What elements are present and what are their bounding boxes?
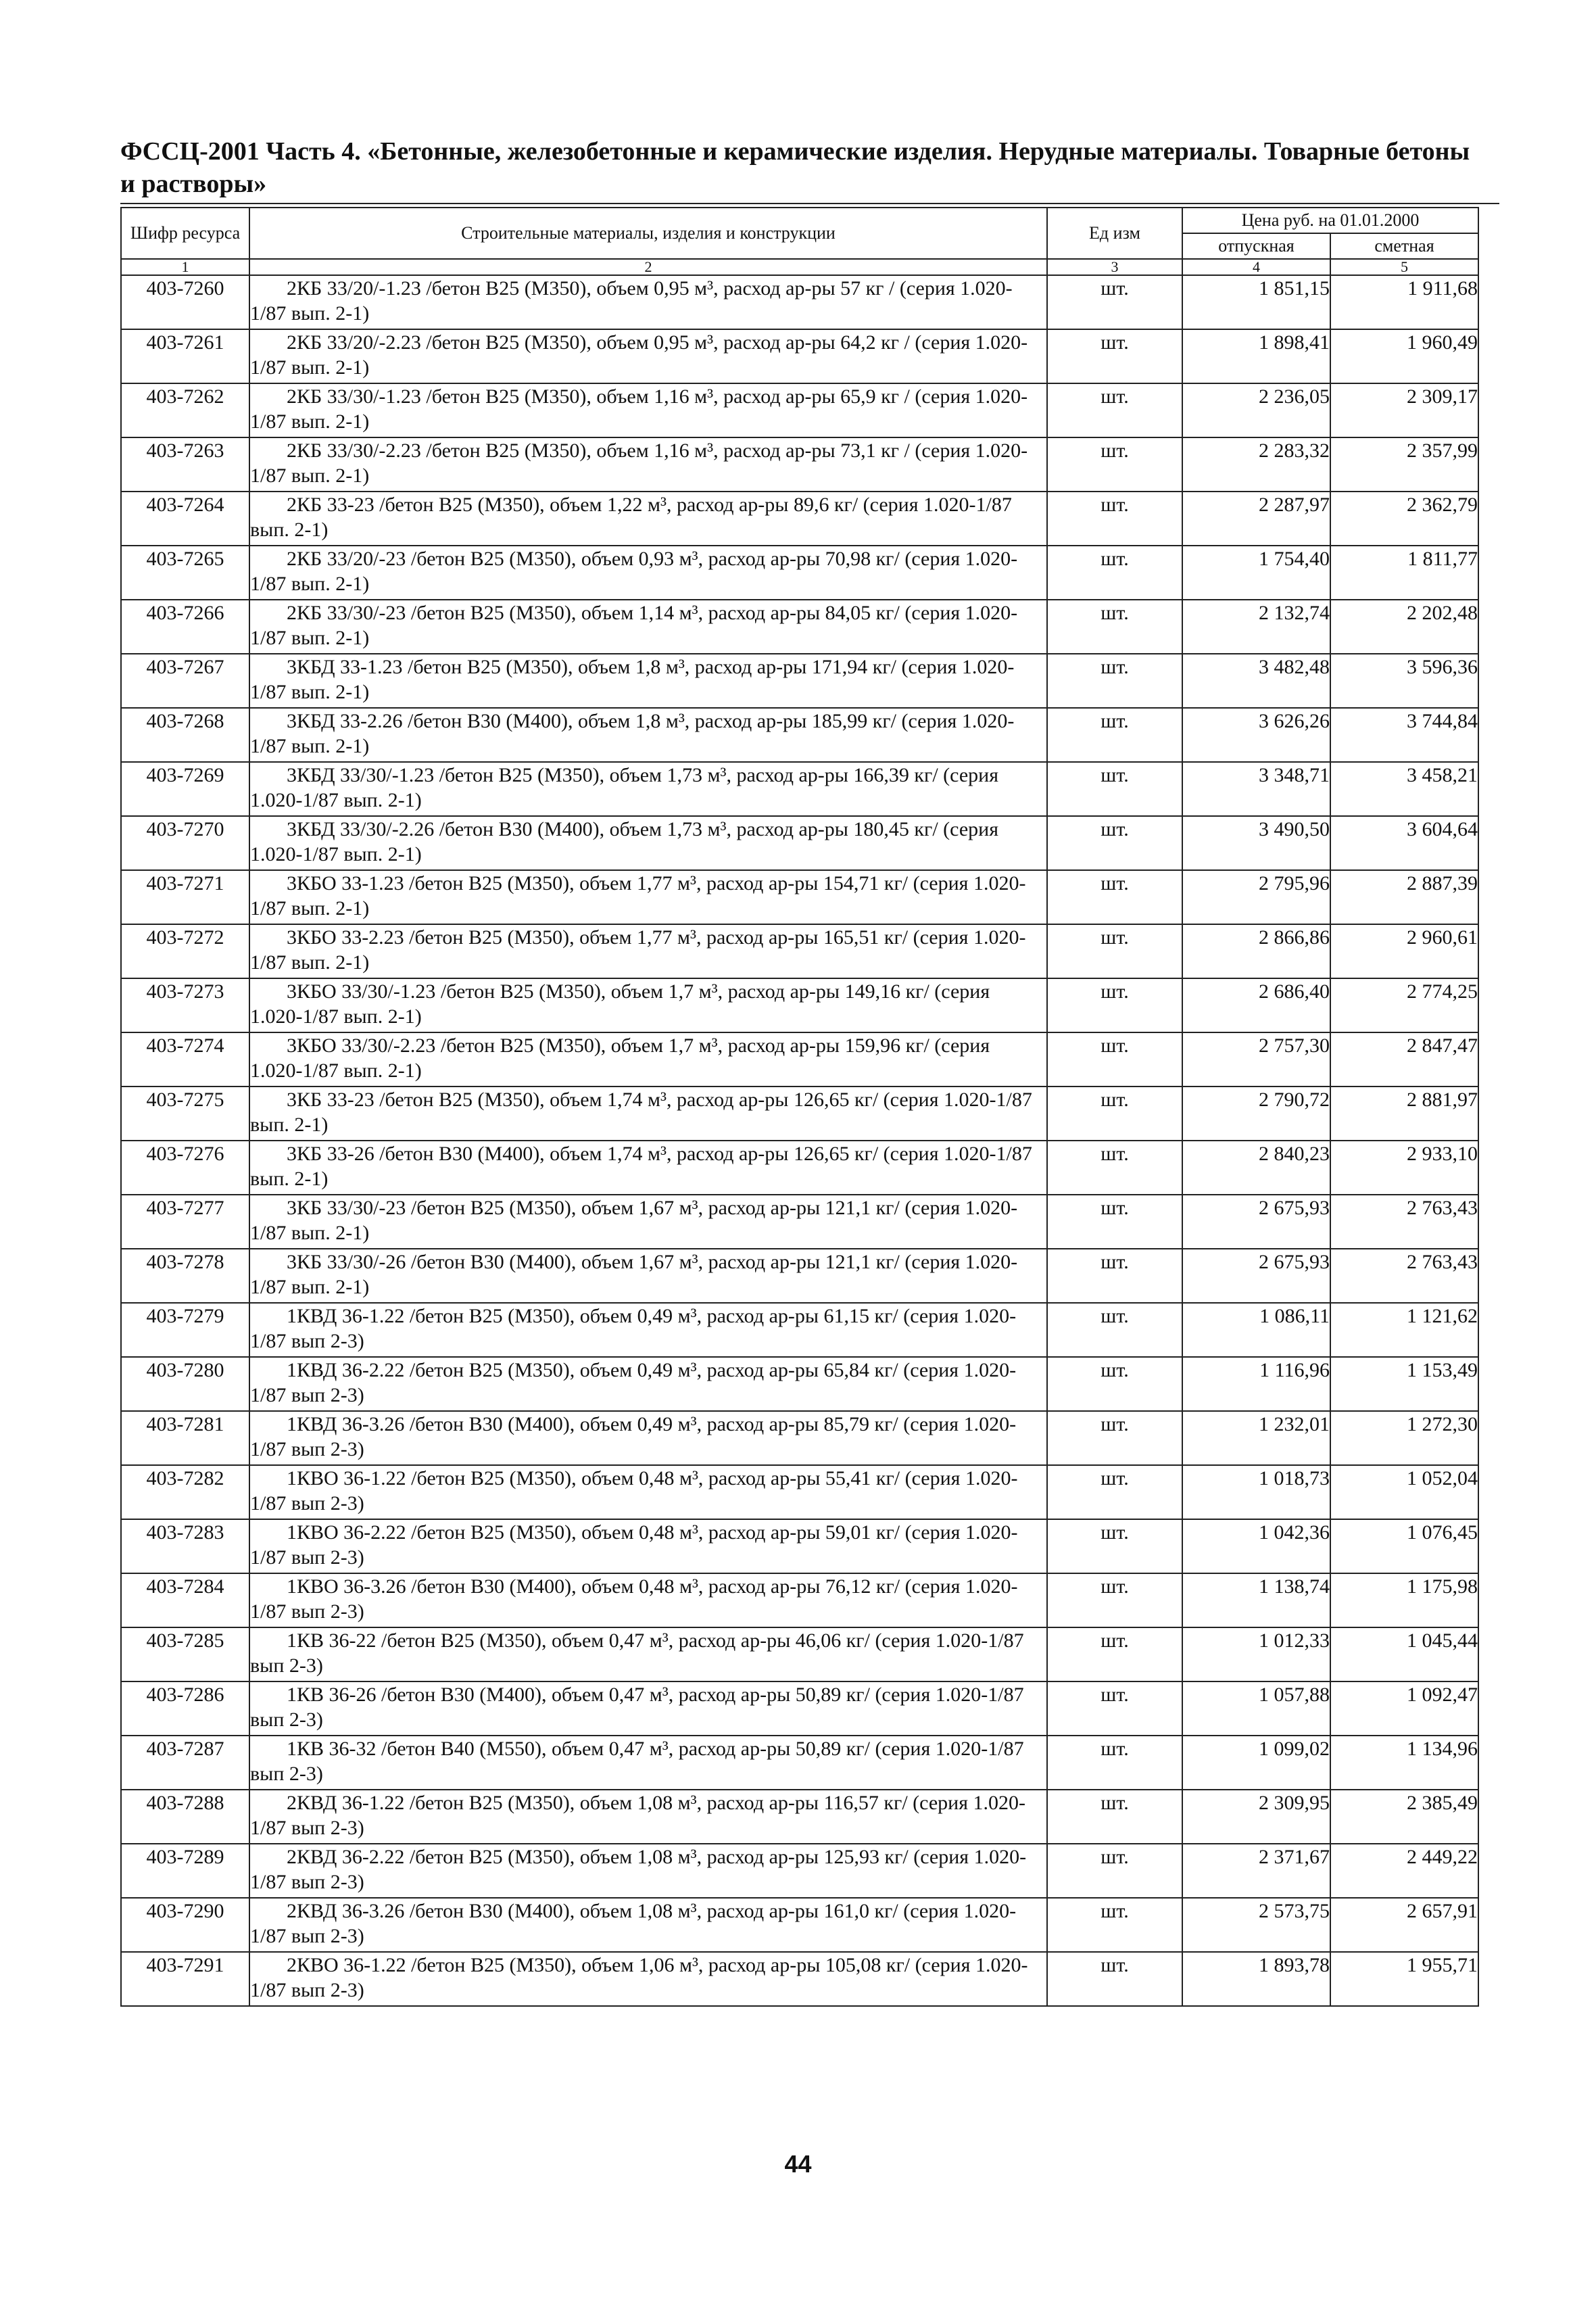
estimate-price: 2 309,17	[1330, 383, 1478, 437]
material-description: 3КБ 33-26 /бетон В30 (М400), объем 1,74 м³, расход ар-ры 126,65 кг/ (серия 1.020-1/87 вып. 2-1)	[249, 1141, 1047, 1195]
unit-of-measure: шт.	[1047, 1627, 1182, 1681]
unit-of-measure: шт.	[1047, 1519, 1182, 1573]
material-description: 3КБД 33-2.26 /бетон В30 (М400), объем 1,8 м³, расход ар-ры 185,99 кг/ (серия 1.020-1/87 вып. 2-1)	[249, 708, 1047, 762]
table-row	[121, 329, 1478, 383]
column-header-unit: Ед изм	[1047, 208, 1182, 259]
unit-of-measure: шт.	[1047, 546, 1182, 600]
table-row	[121, 1573, 1478, 1627]
resource-code: 403-7262	[121, 383, 249, 437]
release-price: 2 371,67	[1182, 1844, 1330, 1898]
unit-of-measure: шт.	[1047, 1898, 1182, 1952]
release-price: 1 099,02	[1182, 1736, 1330, 1790]
resource-code: 403-7283	[121, 1519, 249, 1573]
estimate-price: 1 045,44	[1330, 1627, 1478, 1681]
resource-code: 403-7279	[121, 1303, 249, 1357]
resource-code: 403-7288	[121, 1790, 249, 1844]
release-price: 2 790,72	[1182, 1087, 1330, 1141]
resource-price-table	[120, 207, 1479, 2007]
estimate-price: 2 960,61	[1330, 924, 1478, 978]
release-price: 2 132,74	[1182, 600, 1330, 654]
table-row	[121, 816, 1478, 870]
resource-code: 403-7265	[121, 546, 249, 600]
table-row	[121, 1844, 1478, 1898]
column-header-price: Цена руб. на 01.01.2000	[1182, 208, 1478, 233]
material-description: 3КБО 33-1.23 /бетон В25 (М350), объем 1,77 м³, расход ар-ры 154,71 кг/ (серия 1.020-1/87 вып. 2-1)	[249, 870, 1047, 924]
unit-of-measure: шт.	[1047, 329, 1182, 383]
resource-code: 403-7289	[121, 1844, 249, 1898]
table-row	[121, 1303, 1478, 1357]
resource-code: 403-7271	[121, 870, 249, 924]
estimate-price: 3 458,21	[1330, 762, 1478, 816]
resource-code: 403-7290	[121, 1898, 249, 1952]
table-row	[121, 1087, 1478, 1141]
table-row	[121, 1032, 1478, 1087]
estimate-price: 3 596,36	[1330, 654, 1478, 708]
resource-code: 403-7291	[121, 1952, 249, 2006]
table-row	[121, 600, 1478, 654]
estimate-price: 1 052,04	[1330, 1465, 1478, 1519]
material-description: 3КБО 33-2.23 /бетон В25 (М350), объем 1,77 м³, расход ар-ры 165,51 кг/ (серия 1.020-1/87 вып. 2-1)	[249, 924, 1047, 978]
material-description: 3КБО 33/30/-2.23 /бетон В25 (М350), объем 1,7 м³, расход ар-ры 159,96 кг/ (серия 1.020-1/87 вып. 2-1)	[249, 1032, 1047, 1087]
estimate-price: 1 911,68	[1330, 275, 1478, 329]
resource-code: 403-7287	[121, 1736, 249, 1790]
resource-code: 403-7285	[121, 1627, 249, 1681]
material-description: 3КБ 33/30/-23 /бетон В25 (М350), объем 1,67 м³, расход ар-ры 121,1 кг/ (серия 1.020-1/87 вып. 2-1)	[249, 1195, 1047, 1249]
estimate-price: 1 960,49	[1330, 329, 1478, 383]
material-description: 2КБ 33/20/-2.23 /бетон В25 (М350), объем 0,95 м³, расход ар-ры 64,2 кг / (серия 1.020-1/87 вып. 2-1)	[249, 329, 1047, 383]
resource-code: 403-7277	[121, 1195, 249, 1249]
unit-of-measure: шт.	[1047, 1952, 1182, 2006]
unit-of-measure: шт.	[1047, 275, 1182, 329]
table-row	[121, 1952, 1478, 2006]
material-description: 1КВД 36-2.22 /бетон В25 (М350), объем 0,49 м³, расход ар-ры 65,84 кг/ (серия 1.020-1/87 вып 2-3)	[249, 1357, 1047, 1411]
release-price: 1 018,73	[1182, 1465, 1330, 1519]
release-price: 1 138,74	[1182, 1573, 1330, 1627]
resource-code: 403-7281	[121, 1411, 249, 1465]
table-row	[121, 1249, 1478, 1303]
estimate-price: 1 175,98	[1330, 1573, 1478, 1627]
release-price: 1 898,41	[1182, 329, 1330, 383]
estimate-price: 2 202,48	[1330, 600, 1478, 654]
estimate-price: 2 774,25	[1330, 978, 1478, 1032]
unit-of-measure: шт.	[1047, 1573, 1182, 1627]
table-body	[121, 275, 1478, 2006]
table-row	[121, 275, 1478, 329]
table-row	[121, 924, 1478, 978]
material-description: 1КВО 36-3.26 /бетон В30 (М400), объем 0,48 м³, расход ар-ры 76,12 кг/ (серия 1.020-1/87 вып 2-3)	[249, 1573, 1047, 1627]
table-row	[121, 383, 1478, 437]
table-row	[121, 708, 1478, 762]
resource-code: 403-7264	[121, 492, 249, 546]
release-price: 1 851,15	[1182, 275, 1330, 329]
release-price: 3 482,48	[1182, 654, 1330, 708]
release-price: 1 893,78	[1182, 1952, 1330, 2006]
resource-code: 403-7280	[121, 1357, 249, 1411]
material-description: 3КБД 33-1.23 /бетон В25 (М350), объем 1,8 м³, расход ар-ры 171,94 кг/ (серия 1.020-1/87 вып. 2-1)	[249, 654, 1047, 708]
estimate-price: 2 657,91	[1330, 1898, 1478, 1952]
unit-of-measure: шт.	[1047, 437, 1182, 492]
release-price: 2 236,05	[1182, 383, 1330, 437]
release-price: 2 287,97	[1182, 492, 1330, 546]
unit-of-measure: шт.	[1047, 762, 1182, 816]
release-price: 2 757,30	[1182, 1032, 1330, 1087]
estimate-price: 2 763,43	[1330, 1195, 1478, 1249]
release-price: 1 754,40	[1182, 546, 1330, 600]
estimate-price: 2 362,79	[1330, 492, 1478, 546]
estimate-price: 1 092,47	[1330, 1681, 1478, 1736]
resource-code: 403-7274	[121, 1032, 249, 1087]
release-price: 3 348,71	[1182, 762, 1330, 816]
material-description: 3КБД 33/30/-1.23 /бетон В25 (М350), объем 1,73 м³, расход ар-ры 166,39 кг/ (серия 1.020-1/87 вып. 2-1)	[249, 762, 1047, 816]
column-number-1: 1	[121, 259, 249, 275]
unit-of-measure: шт.	[1047, 1303, 1182, 1357]
estimate-price: 1 955,71	[1330, 1952, 1478, 2006]
unit-of-measure: шт.	[1047, 1844, 1182, 1898]
unit-of-measure: шт.	[1047, 1465, 1182, 1519]
table-row	[121, 1898, 1478, 1952]
unit-of-measure: шт.	[1047, 600, 1182, 654]
material-description: 2КВД 36-1.22 /бетон В25 (М350), объем 1,08 м³, расход ар-ры 116,57 кг/ (серия 1.020-1/87 вып 2-3)	[249, 1790, 1047, 1844]
column-number-3: 3	[1047, 259, 1182, 275]
release-price: 1 116,96	[1182, 1357, 1330, 1411]
release-price: 2 309,95	[1182, 1790, 1330, 1844]
estimate-price: 2 357,99	[1330, 437, 1478, 492]
unit-of-measure: шт.	[1047, 1249, 1182, 1303]
resource-code: 403-7269	[121, 762, 249, 816]
table-row	[121, 546, 1478, 600]
resource-code: 403-7278	[121, 1249, 249, 1303]
estimate-price: 1 076,45	[1330, 1519, 1478, 1573]
column-number-4: 4	[1182, 259, 1330, 275]
material-description: 2КВД 36-2.22 /бетон В25 (М350), объем 1,08 м³, расход ар-ры 125,93 кг/ (серия 1.020-1/87 вып 2-3)	[249, 1844, 1047, 1898]
resource-code: 403-7260	[121, 275, 249, 329]
material-description: 3КБО 33/30/-1.23 /бетон В25 (М350), объем 1,7 м³, расход ар-ры 149,16 кг/ (серия 1.020-1/87 вып. 2-1)	[249, 978, 1047, 1032]
unit-of-measure: шт.	[1047, 492, 1182, 546]
estimate-price: 2 933,10	[1330, 1141, 1478, 1195]
table-row	[121, 978, 1478, 1032]
table-row	[121, 654, 1478, 708]
estimate-price: 1 121,62	[1330, 1303, 1478, 1357]
resource-code: 403-7270	[121, 816, 249, 870]
unit-of-measure: шт.	[1047, 1790, 1182, 1844]
resource-code: 403-7276	[121, 1141, 249, 1195]
resource-code: 403-7261	[121, 329, 249, 383]
estimate-price: 2 881,97	[1330, 1087, 1478, 1141]
table-row	[121, 1357, 1478, 1411]
material-description: 1КВ 36-22 /бетон В25 (М350), объем 0,47 м³, расход ар-ры 46,06 кг/ (серия 1.020-1/87 вып 2-3)	[249, 1627, 1047, 1681]
table-row	[121, 1681, 1478, 1736]
release-price: 2 675,93	[1182, 1195, 1330, 1249]
table-row	[121, 1195, 1478, 1249]
release-price: 1 232,01	[1182, 1411, 1330, 1465]
unit-of-measure: шт.	[1047, 978, 1182, 1032]
unit-of-measure: шт.	[1047, 1411, 1182, 1465]
material-description: 2КБ 33/30/-1.23 /бетон В25 (М350), объем 1,16 м³, расход ар-ры 65,9 кг / (серия 1.020-1/87 вып. 2-1)	[249, 383, 1047, 437]
resource-code: 403-7284	[121, 1573, 249, 1627]
material-description: 2КБ 33/20/-1.23 /бетон В25 (М350), объем 0,95 м³, расход ар-ры 57 кг / (серия 1.020-1/87 вып. 2-1)	[249, 275, 1047, 329]
release-price: 2 866,86	[1182, 924, 1330, 978]
unit-of-measure: шт.	[1047, 1032, 1182, 1087]
material-description: 3КБ 33-23 /бетон В25 (М350), объем 1,74 м³, расход ар-ры 126,65 кг/ (серия 1.020-1/87 вып. 2-1)	[249, 1087, 1047, 1141]
release-price: 3 626,26	[1182, 708, 1330, 762]
material-description: 1КВО 36-1.22 /бетон В25 (М350), объем 0,48 м³, расход ар-ры 55,41 кг/ (серия 1.020-1/87 вып 2-3)	[249, 1465, 1047, 1519]
unit-of-measure: шт.	[1047, 816, 1182, 870]
estimate-price: 2 385,49	[1330, 1790, 1478, 1844]
release-price: 1 086,11	[1182, 1303, 1330, 1357]
unit-of-measure: шт.	[1047, 924, 1182, 978]
column-header-code: Шифр ресурса	[121, 208, 249, 259]
estimate-price: 1 272,30	[1330, 1411, 1478, 1465]
material-description: 2КБ 33-23 /бетон В25 (М350), объем 1,22 м³, расход ар-ры 89,6 кг/ (серия 1.020-1/87 вып. 2-1)	[249, 492, 1047, 546]
table-row	[121, 492, 1478, 546]
unit-of-measure: шт.	[1047, 1681, 1182, 1736]
unit-of-measure: шт.	[1047, 1195, 1182, 1249]
column-header-estimate-price: сметная	[1330, 233, 1478, 259]
resource-code: 403-7263	[121, 437, 249, 492]
resource-code: 403-7268	[121, 708, 249, 762]
table-row	[121, 437, 1478, 492]
estimate-price: 1 811,77	[1330, 546, 1478, 600]
resource-code: 403-7275	[121, 1087, 249, 1141]
page-number: 44	[784, 2150, 812, 2178]
resource-code: 403-7282	[121, 1465, 249, 1519]
release-price: 2 283,32	[1182, 437, 1330, 492]
release-price: 3 490,50	[1182, 816, 1330, 870]
unit-of-measure: шт.	[1047, 870, 1182, 924]
material-description: 3КБ 33/30/-26 /бетон В30 (М400), объем 1,67 м³, расход ар-ры 121,1 кг/ (серия 1.020-1/87 вып. 2-1)	[249, 1249, 1047, 1303]
header-divider	[120, 203, 1499, 204]
material-description: 2КБ 33/30/-2.23 /бетон В25 (М350), объем 1,16 м³, расход ар-ры 73,1 кг / (серия 1.020-1/87 вып. 2-1)	[249, 437, 1047, 492]
estimate-price: 1 134,96	[1330, 1736, 1478, 1790]
column-number-2: 2	[249, 259, 1047, 275]
column-header-description: Строительные материалы, изделия и конструкции	[249, 208, 1047, 259]
estimate-price: 3 744,84	[1330, 708, 1478, 762]
material-description: 2КБ 33/20/-23 /бетон В25 (М350), объем 0,93 м³, расход ар-ры 70,98 кг/ (серия 1.020-1/87 вып. 2-1)	[249, 546, 1047, 600]
estimate-price: 2 763,43	[1330, 1249, 1478, 1303]
table-row	[121, 1465, 1478, 1519]
table-row	[121, 1141, 1478, 1195]
table-header	[121, 208, 1478, 275]
release-price: 1 012,33	[1182, 1627, 1330, 1681]
unit-of-measure: шт.	[1047, 1736, 1182, 1790]
estimate-price: 2 449,22	[1330, 1844, 1478, 1898]
unit-of-measure: шт.	[1047, 708, 1182, 762]
table-row	[121, 870, 1478, 924]
estimate-price: 2 847,47	[1330, 1032, 1478, 1087]
unit-of-measure: шт.	[1047, 654, 1182, 708]
resource-code: 403-7272	[121, 924, 249, 978]
release-price: 2 573,75	[1182, 1898, 1330, 1952]
resource-code: 403-7286	[121, 1681, 249, 1736]
material-description: 1КВ 36-32 /бетон В40 (М550), объем 0,47 м³, расход ар-ры 50,89 кг/ (серия 1.020-1/87 вып 2-3)	[249, 1736, 1047, 1790]
material-description: 1КВО 36-2.22 /бетон В25 (М350), объем 0,48 м³, расход ар-ры 59,01 кг/ (серия 1.020-1/87 вып 2-3)	[249, 1519, 1047, 1573]
table-row	[121, 1411, 1478, 1465]
estimate-price: 2 887,39	[1330, 870, 1478, 924]
release-price: 2 795,96	[1182, 870, 1330, 924]
release-price: 2 840,23	[1182, 1141, 1330, 1195]
material-description: 2КВД 36-3.26 /бетон В30 (М400), объем 1,08 м³, расход ар-ры 161,0 кг/ (серия 1.020-1/87 вып 2-3)	[249, 1898, 1047, 1952]
resource-code: 403-7273	[121, 978, 249, 1032]
column-header-release-price: отпускная	[1182, 233, 1330, 259]
material-description: 2КВО 36-1.22 /бетон В25 (М350), объем 1,06 м³, расход ар-ры 105,08 кг/ (серия 1.020-1/87 вып 2-3)	[249, 1952, 1047, 2006]
unit-of-measure: шт.	[1047, 383, 1182, 437]
unit-of-measure: шт.	[1047, 1087, 1182, 1141]
material-description: 1КВД 36-3.26 /бетон В30 (М400), объем 0,49 м³, расход ар-ры 85,79 кг/ (серия 1.020-1/87 вып 2-3)	[249, 1411, 1047, 1465]
estimate-price: 3 604,64	[1330, 816, 1478, 870]
material-description: 1КВД 36-1.22 /бетон В25 (М350), объем 0,49 м³, расход ар-ры 61,15 кг/ (серия 1.020-1/87 вып 2-3)	[249, 1303, 1047, 1357]
material-description: 3КБД 33/30/-2.26 /бетон В30 (М400), объем 1,73 м³, расход ар-ры 180,45 кг/ (серия 1.020-1/87 вып. 2-1)	[249, 816, 1047, 870]
material-description: 1КВ 36-26 /бетон В30 (М400), объем 0,47 м³, расход ар-ры 50,89 кг/ (серия 1.020-1/87 вып 2-3)	[249, 1681, 1047, 1736]
page-title: ФССЦ-2001 Часть 4. «Бетонные, железобетонные и керамические изделия. Нерудные материалы. Товарные бетоны и растворы»	[120, 137, 1470, 198]
resource-code: 403-7267	[121, 654, 249, 708]
release-price: 2 675,93	[1182, 1249, 1330, 1303]
estimate-price: 1 153,49	[1330, 1357, 1478, 1411]
table-row	[121, 762, 1478, 816]
unit-of-measure: шт.	[1047, 1141, 1182, 1195]
material-description: 2КБ 33/30/-23 /бетон В25 (М350), объем 1,14 м³, расход ар-ры 84,05 кг/ (серия 1.020-1/87 вып. 2-1)	[249, 600, 1047, 654]
table-row	[121, 1519, 1478, 1573]
table-row	[121, 1736, 1478, 1790]
release-price: 1 057,88	[1182, 1681, 1330, 1736]
release-price: 2 686,40	[1182, 978, 1330, 1032]
table-row	[121, 1790, 1478, 1844]
resource-code: 403-7266	[121, 600, 249, 654]
column-number-5: 5	[1330, 259, 1478, 275]
unit-of-measure: шт.	[1047, 1357, 1182, 1411]
table-row	[121, 1627, 1478, 1681]
release-price: 1 042,36	[1182, 1519, 1330, 1573]
